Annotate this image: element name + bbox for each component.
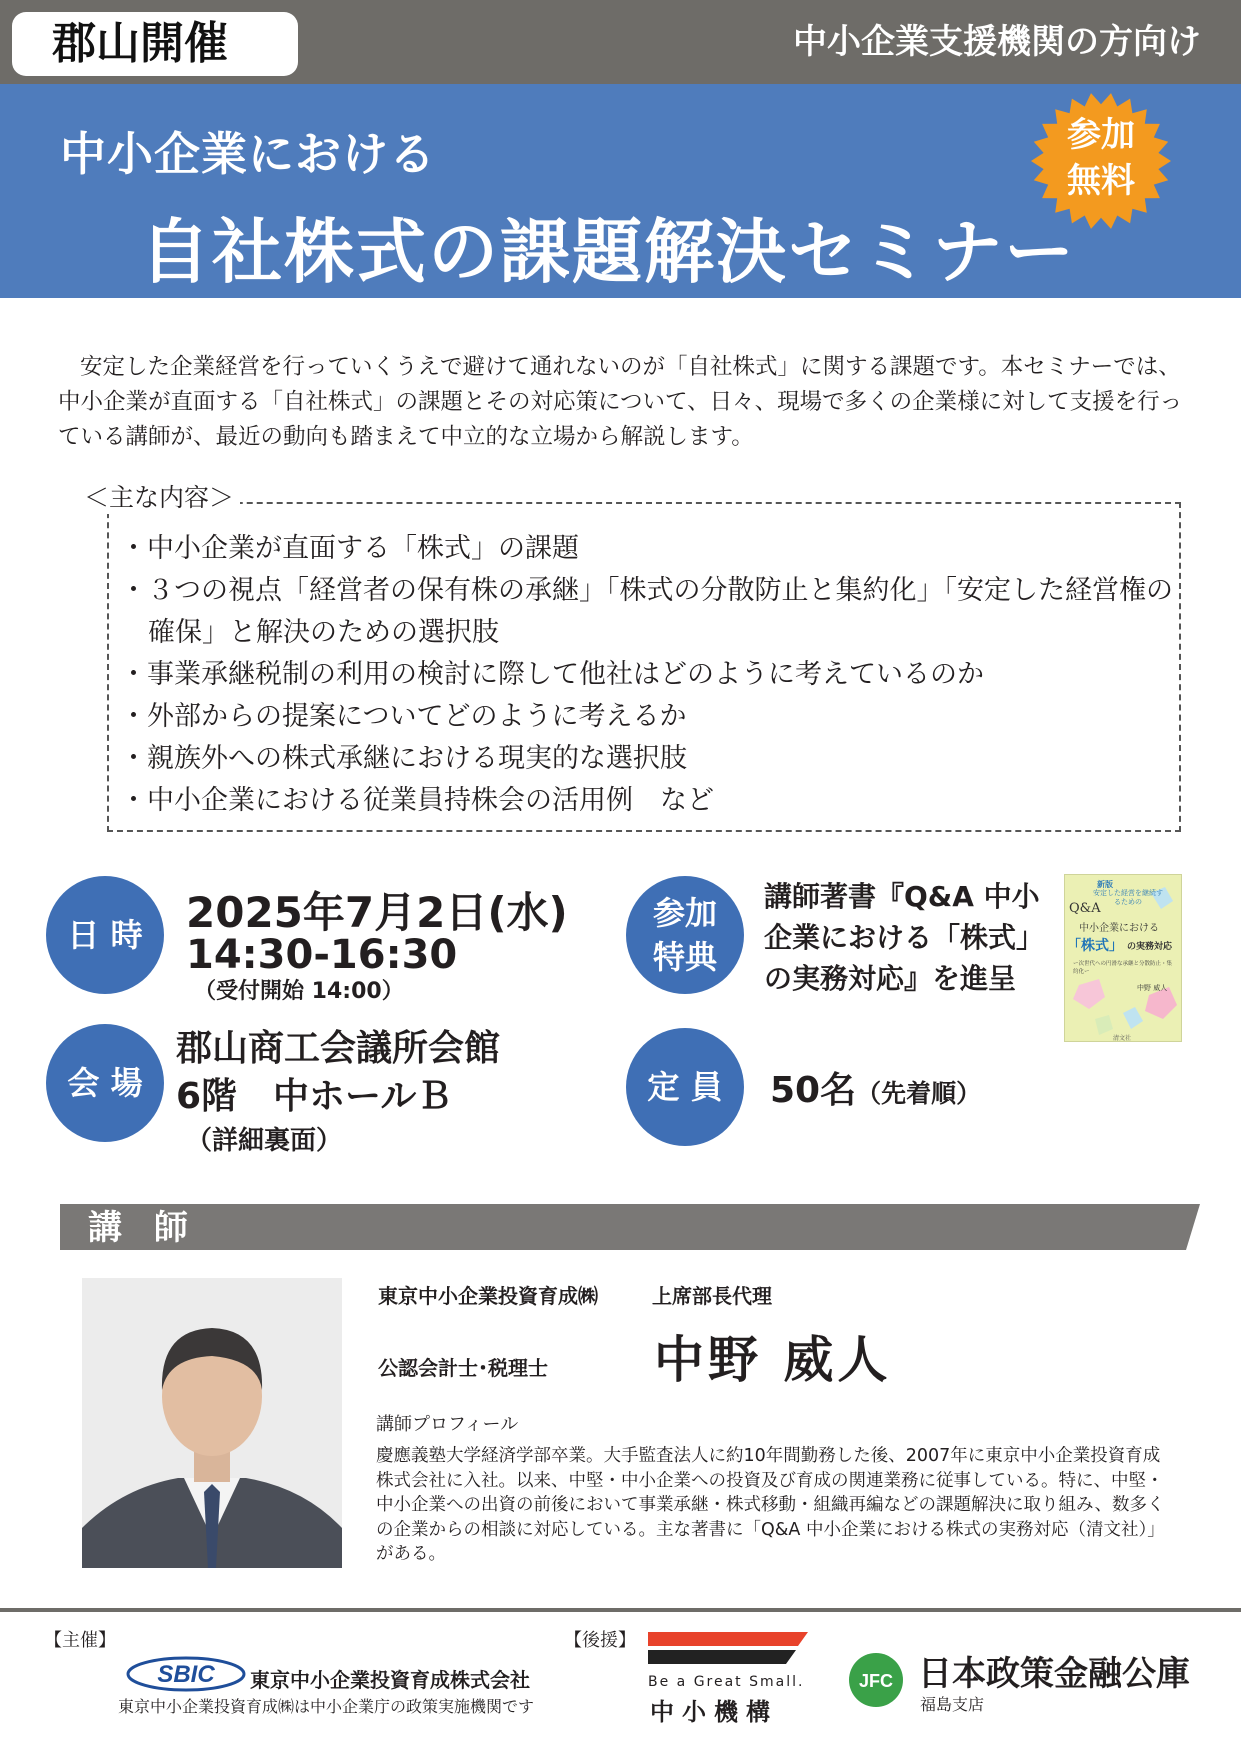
topic-item: ・中小企業が直面する「株式」の課題	[120, 533, 579, 564]
lecturer-section-bar	[60, 1204, 1200, 1250]
book-title-3: の実務対応	[1127, 942, 1173, 952]
capacity-text	[770, 1062, 981, 1113]
topics-heading: ＜主な内容＞	[84, 478, 240, 514]
book-author: 中野 威人	[1137, 984, 1168, 992]
lecturer-section-label: 講 師	[88, 1208, 198, 1248]
page-title: 自社株式の課題解決セミナー	[140, 211, 1076, 293]
lecturer-photo	[82, 1278, 342, 1568]
topic-item: ・事業承継税制の利用の検討に際して他社はどのように考えているのか	[120, 659, 984, 690]
jfc-logo-icon	[848, 1652, 904, 1708]
sbic-logo-text: SBIC	[157, 1661, 215, 1688]
capacity-circle-label: 定 員	[626, 1028, 744, 1146]
location-pill: 郡山開催	[12, 12, 298, 76]
jfc-logo-text: JFC	[858, 1671, 894, 1691]
book-tag: 安定した経営を継続するための	[1093, 889, 1163, 906]
free-badge-line2: 無料	[1067, 161, 1135, 201]
sbic-logo-icon	[124, 1654, 248, 1694]
lecturer-role: 上席部長代理	[652, 1284, 772, 1308]
venue-name: 郡山商工会議所会館	[176, 1028, 501, 1069]
smrj-logo-icon	[648, 1632, 808, 1676]
lecturer-name: 中野 威人	[654, 1331, 892, 1389]
footer-divider	[0, 1608, 1241, 1612]
bonus-description: 講師著書『Q&A 中小企業における「株式」の実務対応』を進呈	[764, 880, 1045, 995]
lecturer-portrait-icon	[82, 1278, 342, 1568]
book-qa: Q&A	[1069, 901, 1101, 916]
free-badge-line1: 参加	[1067, 115, 1135, 155]
book-title-1: 中小企業における	[1079, 923, 1159, 934]
title-subheading: 中小企業における	[60, 127, 436, 181]
book-badge: 新版	[1097, 880, 1113, 889]
capacity-note: （先着順）	[856, 1079, 982, 1108]
event-time: 14:30-16:30	[186, 932, 458, 978]
lecturer-qualification: 公認会計士･税理士	[378, 1356, 548, 1380]
free-badge-text	[1030, 112, 1172, 204]
lecturer-profile: 慶應義塾大学経済学部卒業。大手監査法人に約10年間勤務した後、2007年に東京中小企業投資育成株式会社に入社。以来、中堅・中小企業への投資及び育成の関連業務に従事している。特に、中堅・中小企業への出資の前後において事業承継・株式移動・組織再編などの課題解決に取り組み、数多くの企業からの相談に対応している。主な著書に「Q&A 中小企業における株式の実務対応（清文社）」がある。	[376, 1446, 1165, 1564]
venue-room: 6階 中ホールＢ	[176, 1076, 453, 1117]
topic-item: ・３つの視点「経営者の保有株の承継」「株式の分散防止と集約化」「安定した経営権の確保」と解決のための選択肢	[120, 575, 1173, 648]
jfc-branch: 福島支店	[920, 1695, 985, 1714]
topic-item: ・親族外への株式承継における現実的な選択肢	[120, 743, 687, 774]
topic-item: ・中小企業における従業員持株会の活用例 など	[120, 785, 714, 816]
book-subtitle: ー次世代への円滑な承継と分散防止・集約化ー	[1073, 961, 1173, 975]
intro-paragraph: 安定した企業経営を行っていくうえで避けて通れないのが「自社株式」に関する課題です。本セミナーでは、中小企業が直面する「自社株式」の課題とその対応策について、日々、現場で多くの企業様に対して支援を行っている講師が、最近の動向も踏まえて中立的な立場から解説します。	[58, 354, 1183, 450]
reception-time-note: （受付開始 14:00）	[194, 979, 404, 1004]
lecturer-organization: 東京中小企業投資育成㈱	[378, 1284, 598, 1308]
audience-label: 中小企業支援機関の方向け	[793, 22, 1201, 62]
topics-list	[120, 528, 1180, 822]
venue-circle-label: 会 場	[46, 1024, 164, 1142]
bonus-label-line2: 特典	[652, 938, 717, 976]
bonus-circle-label	[626, 876, 744, 994]
date-circle-label: 日 時	[46, 876, 164, 994]
smrj-name: 中小機構	[650, 1698, 778, 1726]
smrj-tagline: Be a Great Small.	[648, 1674, 805, 1690]
host-label: 【主催】	[44, 1630, 116, 1651]
topic-item: ・外部からの提案についてどのように考えるか	[120, 701, 687, 732]
venue-note: （詳細裏面）	[186, 1126, 343, 1156]
book-cover-image	[1064, 874, 1182, 1042]
host-name: 東京中小企業投資育成株式会社	[250, 1668, 530, 1692]
book-publisher: 清文社	[1113, 1035, 1132, 1042]
host-note: 東京中小企業投資育成㈱は中小企業庁の政策実施機関です	[118, 1697, 535, 1716]
jfc-name: 日本政策金融公庫	[918, 1654, 1190, 1694]
bonus-label-line1: 参加	[652, 894, 717, 932]
event-date: 2025年7月2日(水)	[186, 888, 568, 937]
book-title-2: 「株式」	[1067, 938, 1123, 954]
support-label: 【後援】	[564, 1630, 636, 1651]
profile-heading: 講師プロフィール	[376, 1414, 519, 1435]
capacity-value: 50名	[770, 1070, 857, 1111]
